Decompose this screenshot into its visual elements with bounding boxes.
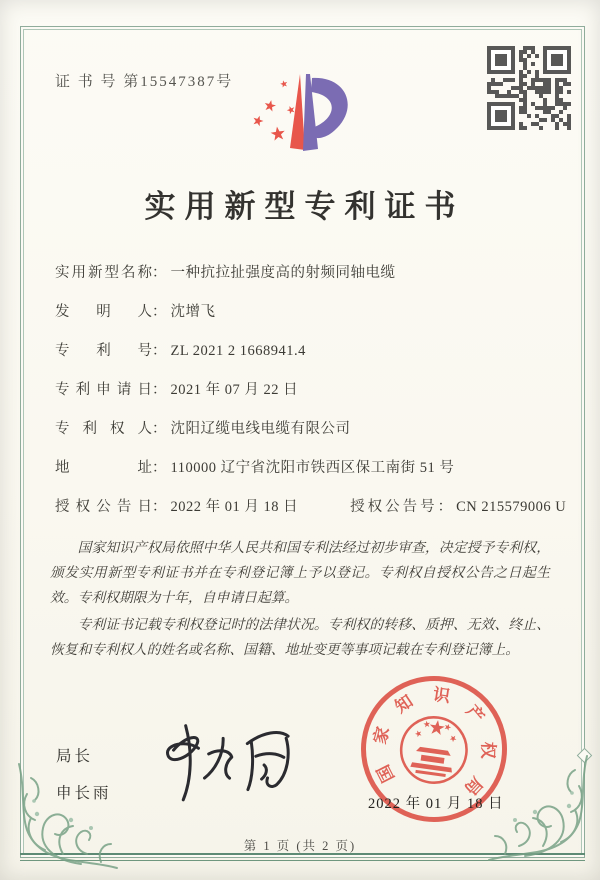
page-number: 第 1 页 (共 2 页) [243, 839, 357, 853]
field-colon: ： [152, 382, 167, 398]
seal-char: 知 [391, 691, 417, 717]
national-emblem-icon [394, 707, 474, 792]
seal-char: 国 [373, 761, 399, 786]
field-value: 110000 辽宁省沈阳市铁西区保工南街 51 号 [170, 460, 455, 476]
field-colon: ： [152, 304, 167, 320]
seal-char: 识 [431, 684, 452, 707]
field-value: 一种抗拉扯强度高的射频同轴电缆 [170, 265, 396, 281]
field-value: 沈增飞 [170, 304, 216, 320]
signer-block [56, 744, 112, 818]
seal-char: 局 [460, 773, 487, 799]
certificate-number: 证 书 号 第15547387号 [55, 74, 234, 90]
field-label: 专利申请日 [55, 382, 152, 398]
field-value: 2021 年 07 月 22 日 [170, 382, 299, 398]
certificate-header [0, 34, 600, 174]
field-colon: ： [152, 421, 167, 437]
field-row [55, 301, 545, 323]
signer-name: 申长雨 [56, 785, 112, 802]
signer-title: 局长 [56, 748, 94, 765]
field-colon: ： [152, 499, 167, 515]
field-value: CN 215579006 U [456, 499, 567, 515]
seal-char: 家 [370, 724, 394, 746]
field-row [55, 262, 545, 284]
field-value: 2022 年 01 月 18 日 [170, 499, 299, 515]
field-row [55, 457, 545, 479]
qr-code [487, 46, 571, 130]
field-row [55, 340, 545, 362]
field-colon: ： [152, 460, 167, 476]
certificate-title: 实用新型专利证书 [144, 189, 465, 224]
legal-paragraph: 国家知识产权局依照中华人民共和国专利法经过初步审查，决定授予专利权，颁发实用新型专利证书并在专利登记簿上予以登记。专利权自授权公告之日起生效。专利权期限为十年，自申请日起算。 [50, 540, 550, 605]
field-label: 发明人 [55, 304, 152, 320]
field-label: 授权公告号 [350, 499, 438, 515]
field-colon: ： [152, 343, 167, 359]
handwritten-signature-icon [144, 713, 325, 813]
seal-char: 产 [462, 701, 488, 727]
legal-paragraph: 专利证书记载专利权登记时的法律状况。专利权的转移、质押、无效、终止、恢复和专利权人的姓名或名称、国籍、地址变更等事项记载在专利登记簿上。 [50, 617, 550, 657]
cnipa-logo-icon [237, 64, 362, 166]
field-label: 地址 [55, 460, 152, 476]
field-row [55, 379, 545, 401]
field-value: 沈阳辽缆电线电缆有限公司 [170, 421, 351, 437]
field-label: 专利号 [55, 343, 152, 359]
field-value: ZL 2021 2 1668941.4 [170, 343, 306, 359]
fields [55, 262, 567, 518]
field-label: 授权公告日 [55, 499, 152, 515]
field-row [55, 496, 567, 518]
field-row [55, 418, 545, 440]
field-pair-2 [350, 499, 566, 515]
seal-char: 权 [478, 741, 498, 759]
field-colon: ： [437, 499, 453, 515]
field-colon: ： [152, 265, 167, 281]
legal-paragraphs [50, 535, 550, 662]
seal-date: 2022 年 01 月 18 日 [368, 796, 504, 812]
field-label: 专利权人 [55, 421, 152, 437]
field-label: 实用新型名称 [55, 265, 152, 281]
